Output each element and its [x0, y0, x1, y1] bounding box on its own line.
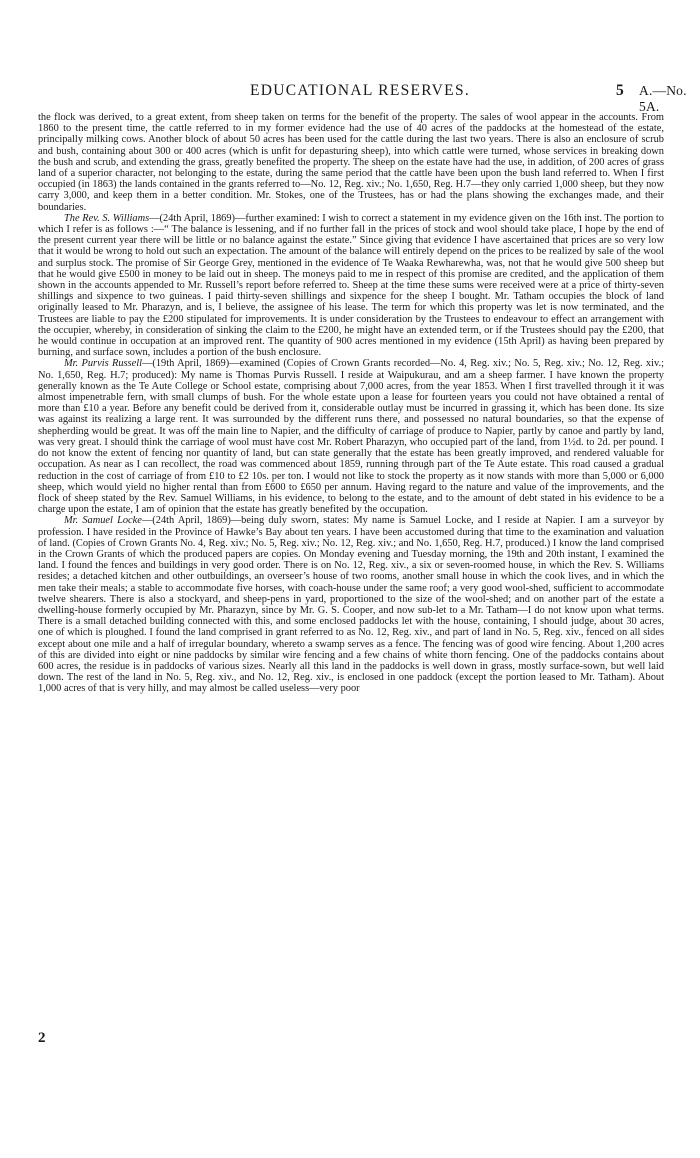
page-number: 5 [616, 82, 624, 99]
paragraph-williams-evidence [38, 213, 664, 359]
paragraph-locke-evidence [38, 515, 664, 694]
witness-name: Mr. Purvis Russell [64, 358, 142, 370]
document-reference: A.—No. 5A. [639, 83, 687, 114]
page-header [30, 82, 690, 114]
witness-name: The Rev. S. Williams [64, 212, 150, 224]
paragraph-continuation [38, 112, 664, 213]
body-text [38, 112, 664, 695]
paragraph-russell-evidence [38, 358, 664, 515]
witness-name: Mr. Samuel Locke [64, 515, 142, 527]
paragraph-text: —(19th April, 1869)—examined (Copies of Crown Grants recorded—No. 4, Reg. xiv.; No. 5, Reg. xiv.; No. 12, Reg. xiv.; No. 1,650, Reg. H.7; produced): My name is Thomas Purvis Russell. I reside at Waipukurau, and am a sheep farmer. I have known the property generally known as the Te Aute College or School estate, comprising about 7,000 acres, from the year 1853. When I first travelled through it it was almost impenetrable fern, with small clumps of bush. For the whole estate upon a lease for fourteen years you could not have obtained a rental of more than £10 a year. Before any benefit could be derived from it, considerable outlay must be incurred in grassing it, which has been done. Its size was against its realizing a large rent. It was surrounded by the different runs there, and possessed no natural boundaries, so that the expense of shepherding would be great. It was off the main line to Napier, and the difficulty of carriage of produce to Napier, partly by canoe and partly by land, was very great. I should think the carriage of wool must have cost Mr. Robert Pharazyn, who occupied part of the land, from 1½d. to 2d. per pound. I do not know the extent of fencing nor quantity of land, but can state generally that the estate has been greatly improved, and rendered valuable for occupation. As near as I can recollect, the road was commenced about 1859, running through part of the Te Aute estate. This road caused a gradual reduction in the cost of carriage of from £10 to £2 10s. per ton. I would not like to stock the property as it now stands with more than 5,000 or 6,000 sheep, which would yield no higher rental than from £600 to £650 per annum. Having regard to the nature and value of the improvements, and the flock of sheep stated by the Rev. Samuel Williams, in his evidence, to belong to the estate, and to the amount of debt stated in his evidence to be a charge upon the estate, I am of opinion that the estate has greatly benefited by the occupation. [38, 358, 664, 516]
running-title: EDUCATIONAL RESERVES. [249, 82, 471, 99]
paragraph-text: the flock was derived, to a great extent, from sheep taken on terms for the benefit of the property. The sales of wool appear in the accounts. From 1860 to the present time, the cattle referred to in my former evidence had the use of 40 acres of the paddocks at the homestead of the estate, principally milking cows. Another block of about 50 acres has been used for the cattle during the last two years. There is also an enclosure of scrub and bush, containing about 300 or 400 acres (which is unfit for depasturing sheep), into which cattle were turned, whose services in breaking down the bush and scrub, and extending the grass, greatly benefited the property. The sheep on the estate have had the use, in addition, of 200 acres of grass land of a superior character, not belonging to the estate, during the same period that the cattle have been upon the bush land referred to. When I first occupied (in 1863) the lands contained in the grants referred to—No. 12, Reg. xiv.; No. 1,650, Reg. H.7—they only carried 1,000 sheep, but they now carry 3,000, and keep them in a better condition. Mr. Stokes, one of the Trustees, has or had the plans showing the exchanges made, and their boundaries. [38, 112, 664, 213]
paragraph-text: —(24th April, 1869)—further examined: I wish to correct a statement in my evidence given on the 16th inst. The portion to which I refer is as follows :—“ The balance is lessening, and if no further fall in the prices of stock and wool should take place, I hope by the end of the present current year there will be little or no balance against the estate.” Since giving that evidence I have ascertained that prices are so very low that it would be wrong to hold out such an expectation. The amount of the balance will entirely depend on the prices to be realized by sale of the wool and surplus stock. The promise of Sir George Grey, mentioned in the evidence of Te Waaka Rewharewha, was, not that he would give 500 sheep but that he would give £500 in money to be laid out in sheep. The moneys paid to me in respect of this promise are credited, and the application of them shown in the accounts appended to Mr. Russell’s report before referred to. Sheep at the time these sums were received were at a price of thirty-seven shillings and sixpence to two guineas. I paid thirty-seven shillings and sixpence for the sheep I bought. Mr. Tatham occupies the block of land originally leased to Mr. Pharazyn, and is, I believe, the assignee of his lease. The term for which this property was let is now terminated, and the Trustees are liable to pay the £200 stipulated for improvements. It is under consideration by the Trustees to endeavour to effect an arrangement with the occupier, whereby, in consideration of sinking the claim to the £200, he might have an extended term, or if the Trustees should pay the £200, that he would continue in occupation at an improved rent. The quantity of 900 acres mentioned in my evidence (15th April) as having been prepared by burning, and surface sown, includes a portion of the bush enclosure. [38, 212, 664, 359]
paragraph-text: —(24th April, 1869)—being duly sworn, states: My name is Samuel Locke, and I reside at Napier. I am a surveyor by profession. I have resided in the Province of Hawke’s Bay about ten years. I have been accustomed during that time to the examination and valuation of land. (Copies of Crown Grants No. 4, Reg. xiv.; No. 5, Reg. xiv.; No. 12, Reg. xiv.; and No. 1,650, Reg. H.7, produced.) I know the land comprised in the Crown Grants of which the produced papers are copies. On Monday evening and Tuesday morning, the 19th and 20th instant, I examined the land. I found the fences and buildings in very good order. There is on No. 12, Reg. xiv., a six or seven-roomed house, in which the Rev. S. Williams resides; a detached kitchen and other outbuildings, an overseer’s house of two rooms, another small house in which the cook lives, and in which the men take their meals; a stable to accommodate five horses, with coach-house under the same roof; a very good wool-shed, sufficient to accommodate twelve shearers. There is also a stockyard, and sheep-pens in yard, proportioned to the size of the wool-shed; and on another part of the estate a dwelling-house formerly occupied by Mr. Pharazyn, since by Mr. G. S. Cooper, and now sub-let to a Mr. Tatham—I do not know upon what terms. There is a small detached building connected with this, and some enclosed paddocks let with the house, containing, I should judge, about 30 acres, one of which is ploughed. I found the land comprised in grant referred to as No. 12, Reg. xiv., and part of land in No. 5, Reg. xiv., fenced on all sides except about one mile and a half of irregular boundary, whereto a swamp serves as a fence. The fencing was of good wire fencing. About 1,200 acres of this are divided into eight or nine paddocks by similar wire fencing and a few chains of white thorn fencing. One of the paddocks contains about 600 acres, the residue is in paddocks of various sizes. Nearly all this land in the paddocks is well down in grass, mostly surface-sown, but well laid down. The rest of the land in No. 5, Reg. xiv., and No. 12, Reg. xiv., is enclosed in one paddock (except the portion leased to Mr. Tatham). About 1,000 acres of that is very hilly, and may almost be called useless—very poor [38, 515, 665, 695]
signature-mark: 2 [38, 1030, 46, 1046]
